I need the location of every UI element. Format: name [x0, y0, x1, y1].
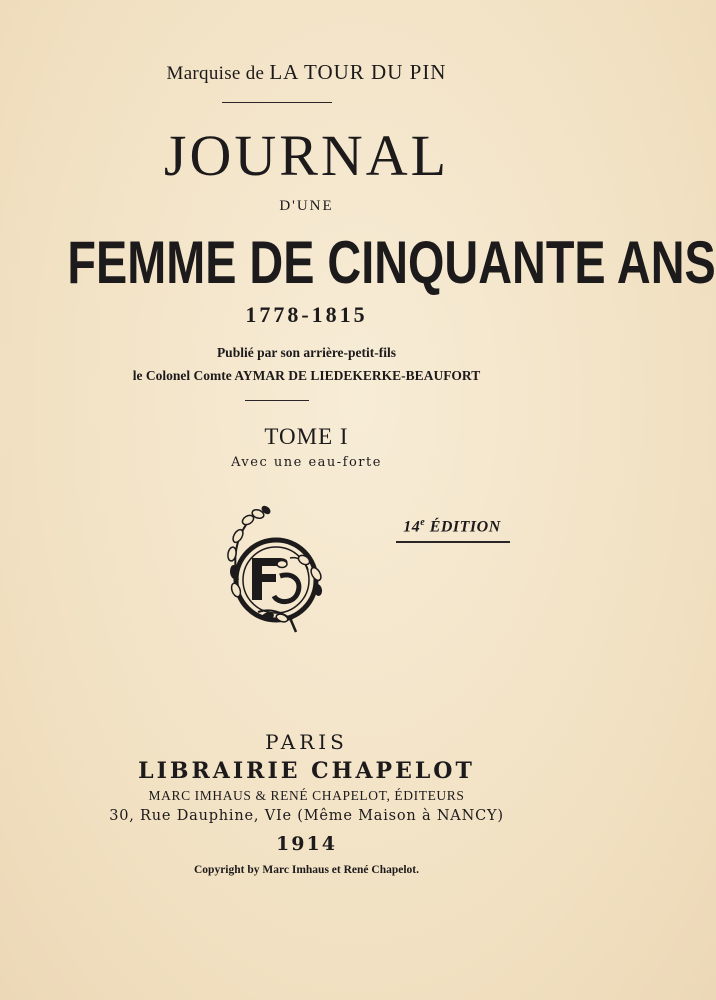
title-d-une: D'UNE — [279, 198, 334, 214]
publisher-city: PARIS — [265, 730, 348, 754]
volume-tome: TOME I — [264, 424, 349, 449]
title-main: FEMME DE CINQUANTE ANS — [67, 229, 716, 296]
author-prefix: Marquise de — [166, 63, 265, 84]
publisher-monogram-icon — [218, 500, 334, 636]
title-dates: 1778-1815 — [245, 302, 368, 327]
editor-prefix: le Colonel Comte — [132, 368, 232, 383]
author-line — [0, 60, 613, 85]
publisher-address: 30, Rue Dauphine, VIe (Même Maison à NANCY) — [109, 808, 504, 824]
editor-line-2 — [0, 368, 613, 384]
editor-name: AYMAR DE LIEDEKERKE-BEAUFORT — [234, 368, 481, 383]
divider-rule — [222, 102, 332, 103]
edition-label — [392, 517, 512, 536]
edition-underline — [396, 541, 510, 543]
publisher-name: LIBRAIRIE CHAPELOT — [138, 758, 475, 784]
volume-note: Avec une eau-forte — [231, 455, 382, 470]
title-journal: JOURNAL — [163, 123, 450, 188]
copyright-notice: Copyright by Marc Imhaus et René Chapelot. — [194, 864, 419, 876]
editor-line-1: Publié par son arrière-petit-fils — [216, 345, 397, 360]
publication-year: 1914 — [276, 833, 337, 855]
edition-number: 14 — [403, 518, 421, 536]
edition-suffix: e — [420, 517, 426, 528]
author-name: LA TOUR DU PIN — [269, 60, 447, 84]
publisher-editors: MARC IMHAUS & RENÉ CHAPELOT, ÉDITEURS — [148, 788, 465, 803]
divider-rule — [245, 400, 309, 401]
edition-word: ÉDITION — [429, 518, 501, 536]
